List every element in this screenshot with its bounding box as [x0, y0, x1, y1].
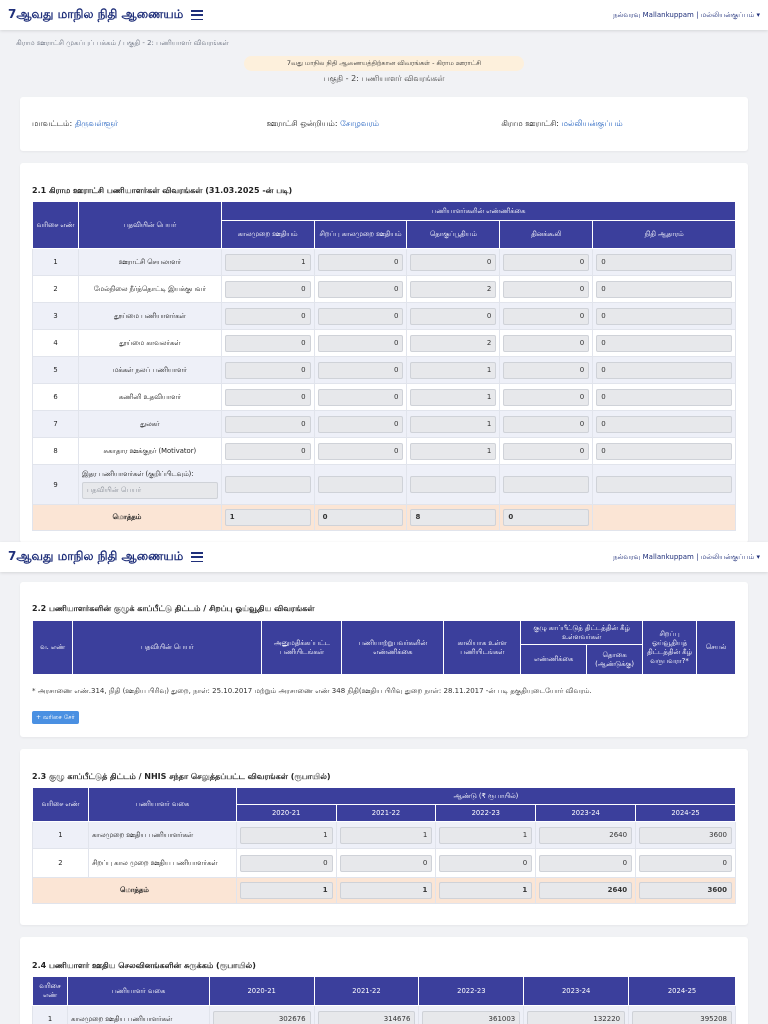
consolidated-pay-input[interactable]: 0	[410, 308, 496, 325]
row-sno: 1	[33, 249, 79, 276]
col-insured-count: எண்ணிக்கை	[521, 645, 587, 675]
daily-wage-input[interactable]: 0	[503, 362, 589, 379]
table-row-other	[33, 465, 736, 505]
special-pay-input[interactable]: 0	[318, 443, 404, 460]
daily-wage-input[interactable]: 0	[503, 416, 589, 433]
daily-wage-input[interactable]: 0	[503, 443, 589, 460]
col-sno: வரிசை எண்	[33, 977, 68, 1006]
table-row	[33, 276, 736, 303]
special-pay-input[interactable]: 0	[318, 416, 404, 433]
col-insured-amount: தொகை (ஆண்டுக்கு)	[587, 645, 643, 675]
user-menu[interactable]: நல்வரவு Mallankuppam | மல்லியன்குப்பம் ▾	[613, 552, 760, 561]
table-row	[33, 249, 736, 276]
regular-pay-input[interactable]: 0	[225, 416, 311, 433]
regular-pay-input[interactable]: 0	[225, 308, 311, 325]
district-label: மாவட்டம்:	[32, 119, 73, 128]
col-sno: வ. எண்	[33, 621, 73, 675]
section-2-2-title: 2.2 பணியாளர்களின் குழுக் காப்பீட்டு திட்டம் / சிறப்பு ஓய்வூதிய விவரங்கள்	[32, 604, 315, 613]
row-sno: 9	[33, 465, 79, 505]
app-brand[interactable]: 7ஆவது மாநில நிதி ஆணையம்	[8, 549, 184, 563]
table-row	[33, 303, 736, 330]
user-menu[interactable]: நல்வரவு Mallankuppam | மல்லியன்குப்பம் ▾	[613, 10, 760, 19]
col-staff-type: பணியாளர் வகை	[67, 977, 209, 1006]
location-info-card	[20, 97, 748, 151]
fund-source-input[interactable]: 0	[596, 335, 732, 352]
amount-input[interactable]: 3600	[639, 827, 732, 844]
fund-source-input[interactable]: 0	[596, 308, 732, 325]
col-post: பதவியின் பெயர்	[78, 202, 221, 249]
consolidated-pay-input[interactable]: 1	[410, 362, 496, 379]
district-info	[32, 119, 267, 129]
section-2-4-title: 2.4 பணியாளர் ஊதிய செலவினங்களின் சுருக்கம் (ரூபாயில்)	[32, 961, 256, 970]
section-2-3-card	[20, 749, 748, 925]
regular-pay-input[interactable]: 1	[225, 254, 311, 271]
section-2-3-title: 2.3 குழு காப்பீட்டுத் திட்டம் / NHIS சந்தா செலுத்தப்பட்ட விவரங்கள் (ரூபாயில்)	[32, 772, 331, 781]
row-staff-type: காலமுறை ஊதிய பணியாளர்கள்	[88, 822, 236, 849]
col-year-2024-25: 2024-25	[629, 977, 736, 1006]
daily-wage-input[interactable]: 0	[503, 335, 589, 352]
consolidated-pay-input[interactable]: 1	[410, 416, 496, 433]
row-sno: 1	[33, 822, 89, 849]
union-label: ஊராட்சி ஒன்றியம்:	[266, 119, 338, 128]
col-staff-type: பணியாளர் வகை	[88, 788, 236, 822]
union-info	[267, 119, 502, 129]
col-year-2024-25: 2024-25	[636, 805, 736, 822]
special-pay-input[interactable]: 0	[318, 254, 404, 271]
amount-input[interactable]: 1	[340, 827, 433, 844]
total-amount: 3600	[639, 882, 732, 899]
table-row	[33, 357, 736, 384]
special-pay-input[interactable]: 0	[318, 281, 404, 298]
col-group-year: ஆண்டு (₹ ரூபாயில்)	[236, 788, 735, 805]
col-pension: சிறப்பு ஓய்வூதியத் திட்டத்தின் கீழ் வருபவரா?*	[643, 621, 697, 675]
total-amount: 1	[240, 882, 333, 899]
regular-pay-input[interactable]: 0	[225, 443, 311, 460]
section-2-1-card	[20, 163, 748, 543]
col-fund-source: நிதி ஆதாரம்	[593, 221, 736, 249]
row-sno: 3	[33, 303, 79, 330]
row-sno: 8	[33, 438, 79, 465]
total-amount: 2640	[539, 882, 632, 899]
row-post: கணினி உதவியாளர்	[78, 384, 221, 411]
amount-input[interactable]: 0	[439, 855, 532, 872]
amount-input[interactable]: 302676	[213, 1011, 311, 1024]
row-post: ஊராட்சி செயலாளர்	[78, 249, 221, 276]
section-2-4-card	[20, 937, 748, 1024]
row-sno: 7	[33, 411, 79, 438]
table-total-row	[33, 878, 736, 904]
breadcrumb	[16, 39, 229, 48]
daily-wage-input[interactable]: 0	[503, 389, 589, 406]
fund-source-input[interactable]	[596, 476, 732, 493]
top-navbar	[0, 0, 768, 30]
col-vacant: காலியாக உள்ள பணியிடங்கள்	[444, 621, 521, 675]
col-daily-wage: தினக்கூலி	[500, 221, 593, 249]
special-pay-input[interactable]: 0	[318, 308, 404, 325]
breadcrumb-separator: /	[118, 39, 121, 47]
consolidated-pay-input[interactable]: 2	[410, 281, 496, 298]
daily-wage-input[interactable]: 0	[503, 308, 589, 325]
breadcrumb-current: பகுதி - 2: பணியாளர் விவரங்கள்	[122, 39, 229, 47]
village-value: மல்லியன்குப்பம்	[561, 119, 623, 128]
col-year-2022-23: 2022-23	[436, 805, 536, 822]
total-label: மொத்தம்	[33, 878, 237, 904]
insurance-table	[32, 620, 736, 675]
top-navbar-sticky	[0, 542, 768, 572]
daily-wage-input[interactable]: 0	[503, 254, 589, 271]
consolidated-pay-input[interactable]: 1	[410, 389, 496, 406]
other-staff-label: இதர பணியாளர்கள் (குறிப்பிடவும்):	[81, 470, 194, 478]
amount-input[interactable]: 1	[240, 827, 333, 844]
total-consolidated: 8	[410, 509, 496, 526]
row-sno: 2	[33, 849, 89, 878]
special-pay-input[interactable]: 0	[318, 389, 404, 406]
col-year-2021-22: 2021-22	[314, 977, 419, 1006]
regular-pay-input[interactable]: 0	[225, 389, 311, 406]
village-label: கிராம ஊராட்சி:	[501, 119, 559, 128]
amount-input[interactable]: 0	[539, 855, 632, 872]
row-post: சுகாதார ஊக்குநர் (Motivator)	[78, 438, 221, 465]
col-consolidated-pay: தொகுப்பூதியம்	[407, 221, 500, 249]
table-row	[33, 1006, 736, 1024]
amount-input[interactable]: 0	[340, 855, 433, 872]
consolidated-pay-input[interactable]: 1	[410, 443, 496, 460]
app-brand[interactable]: 7ஆவது மாநில நிதி ஆணையம்	[8, 7, 184, 21]
col-action: செயல்	[697, 621, 736, 675]
nhis-table	[32, 787, 736, 904]
col-special-pay: சிறப்பு காலமுறை ஊதியம்	[314, 221, 407, 249]
col-working: பணியாற்றுபவர்களின் எண்ணிக்கை	[342, 621, 444, 675]
row-sno: 6	[33, 384, 79, 411]
district-value: திருவள்ளூர்	[74, 119, 118, 128]
col-year-2020-21: 2020-21	[236, 805, 336, 822]
fund-source-input[interactable]: 0	[596, 416, 732, 433]
col-sno: வரிசை எண்	[33, 202, 79, 249]
amount-input[interactable]: 395208	[632, 1011, 732, 1024]
regular-pay-input[interactable]	[225, 476, 311, 493]
row-sno: 5	[33, 357, 79, 384]
amount-input[interactable]: 0	[240, 855, 333, 872]
total-daily: 0	[503, 509, 589, 526]
fund-source-input[interactable]: 0	[596, 389, 732, 406]
col-group-insurance: குழு காப்பீட்டுத் திட்டத்தின் கீழ் உள்ளவர்கள்	[521, 621, 643, 645]
daily-wage-input[interactable]: 0	[503, 281, 589, 298]
section-2-1-title: 2.1 கிராம ஊராட்சி பணியாளர்கள் விவரங்கள் (31.03.2025 -ன் படி)	[32, 186, 293, 195]
regular-pay-input[interactable]: 0	[225, 335, 311, 352]
salary-summary-table	[32, 976, 736, 1024]
table-row	[33, 411, 736, 438]
col-sno: வரிசை எண்	[33, 788, 89, 822]
row-post: மேல்நிலை நீர்த்தொட்டி இயக்குபவர்	[78, 276, 221, 303]
row-post: தூய்மை காவலர்கள்	[78, 330, 221, 357]
col-year-2021-22: 2021-22	[336, 805, 436, 822]
section-banner: 7வது மாநில நிதி ஆணையத்திற்கான விவரங்கள் - கிராம ஊராட்சி	[244, 56, 524, 71]
col-regular-pay: காலமுறை ஊதியம்	[221, 221, 314, 249]
amount-input[interactable]: 132220	[527, 1011, 625, 1024]
section-2-2-card	[20, 582, 748, 737]
fund-source-input[interactable]: 0	[596, 281, 732, 298]
amount-input[interactable]: 2640	[539, 827, 632, 844]
row-staff-type: சிறப்பு கால முறை ஊதிய பணியாளர்கள்	[88, 849, 236, 878]
consolidated-pay-input[interactable]: 0	[410, 254, 496, 271]
total-amount: 1	[439, 882, 532, 899]
special-pay-input[interactable]	[318, 476, 404, 493]
breadcrumb-home-link[interactable]: கிராம ஊராட்சி முகப்புப் பக்கம்	[16, 39, 117, 47]
col-year-2023-24: 2023-24	[524, 977, 629, 1006]
table-total-row	[33, 505, 736, 531]
col-year-2020-21: 2020-21	[209, 977, 314, 1006]
special-pay-input[interactable]: 0	[318, 362, 404, 379]
table-row	[33, 438, 736, 465]
amount-input[interactable]: 361003	[422, 1011, 520, 1024]
special-pay-input[interactable]: 0	[318, 335, 404, 352]
row-post: தூய்மை பணியாளர்கள்	[78, 303, 221, 330]
regular-pay-input[interactable]: 0	[225, 362, 311, 379]
staff-table	[32, 201, 736, 531]
table-row	[33, 330, 736, 357]
col-group-staff-count: பணியாளர்களின் எண்ணிக்கை	[221, 202, 735, 221]
amount-input[interactable]: 0	[639, 855, 732, 872]
add-row-button[interactable]: + வரிசை சேர்	[32, 711, 79, 724]
page-subtitle: பகுதி - 2: பணியாளர் விவரங்கள்	[323, 74, 445, 83]
fund-source-input[interactable]: 0	[596, 443, 732, 460]
col-year-2022-23: 2022-23	[419, 977, 524, 1006]
col-year-2023-24: 2023-24	[536, 805, 636, 822]
row-post: மக்கள் நலப் பணியாளர்	[78, 357, 221, 384]
table-row	[33, 384, 736, 411]
total-amount: 1	[340, 882, 433, 899]
other-post-name-input[interactable]: பதவியின் பெயர்	[82, 482, 218, 499]
amount-input[interactable]: 1	[439, 827, 532, 844]
consolidated-pay-input[interactable]	[410, 476, 496, 493]
col-post: பதவியின் பெயர்	[72, 621, 262, 675]
fund-source-input[interactable]: 0	[596, 254, 732, 271]
daily-wage-input[interactable]	[503, 476, 589, 493]
village-info	[501, 119, 736, 129]
regular-pay-input[interactable]: 0	[225, 281, 311, 298]
col-sanctioned: அனுமதிக்கப்பட்ட பணியிடங்கள்	[262, 621, 342, 675]
hamburger-menu-icon[interactable]	[191, 10, 203, 20]
total-label: மொத்தம்	[33, 505, 222, 531]
amount-input[interactable]: 314676	[318, 1011, 416, 1024]
government-order-note: * அரசாணை எண்.314, நிதி (ஊதிய பிரிவு) துறை, நாள்: 25.10.2017 மற்றும் அரசாணை எண் 348 நிதி(ஊதிய பிரிவு துறை நாள்: 28.11.2017 -ன் படி தகுதியுடையோர் விவரம்.	[32, 687, 592, 695]
row-post: துலகர்	[78, 411, 221, 438]
table-row	[33, 822, 736, 849]
table-row	[33, 849, 736, 878]
row-sno: 1	[33, 1006, 68, 1024]
row-sno: 4	[33, 330, 79, 357]
consolidated-pay-input[interactable]: 2	[410, 335, 496, 352]
fund-source-input[interactable]: 0	[596, 362, 732, 379]
row-sno: 2	[33, 276, 79, 303]
row-staff-type: காலமுறை ஊதிய பணியாளர்கள்	[67, 1006, 209, 1024]
union-value: சோழவரம்	[340, 119, 380, 128]
hamburger-menu-icon[interactable]	[191, 552, 203, 562]
total-special: 0	[318, 509, 404, 526]
total-regular: 1	[225, 509, 311, 526]
